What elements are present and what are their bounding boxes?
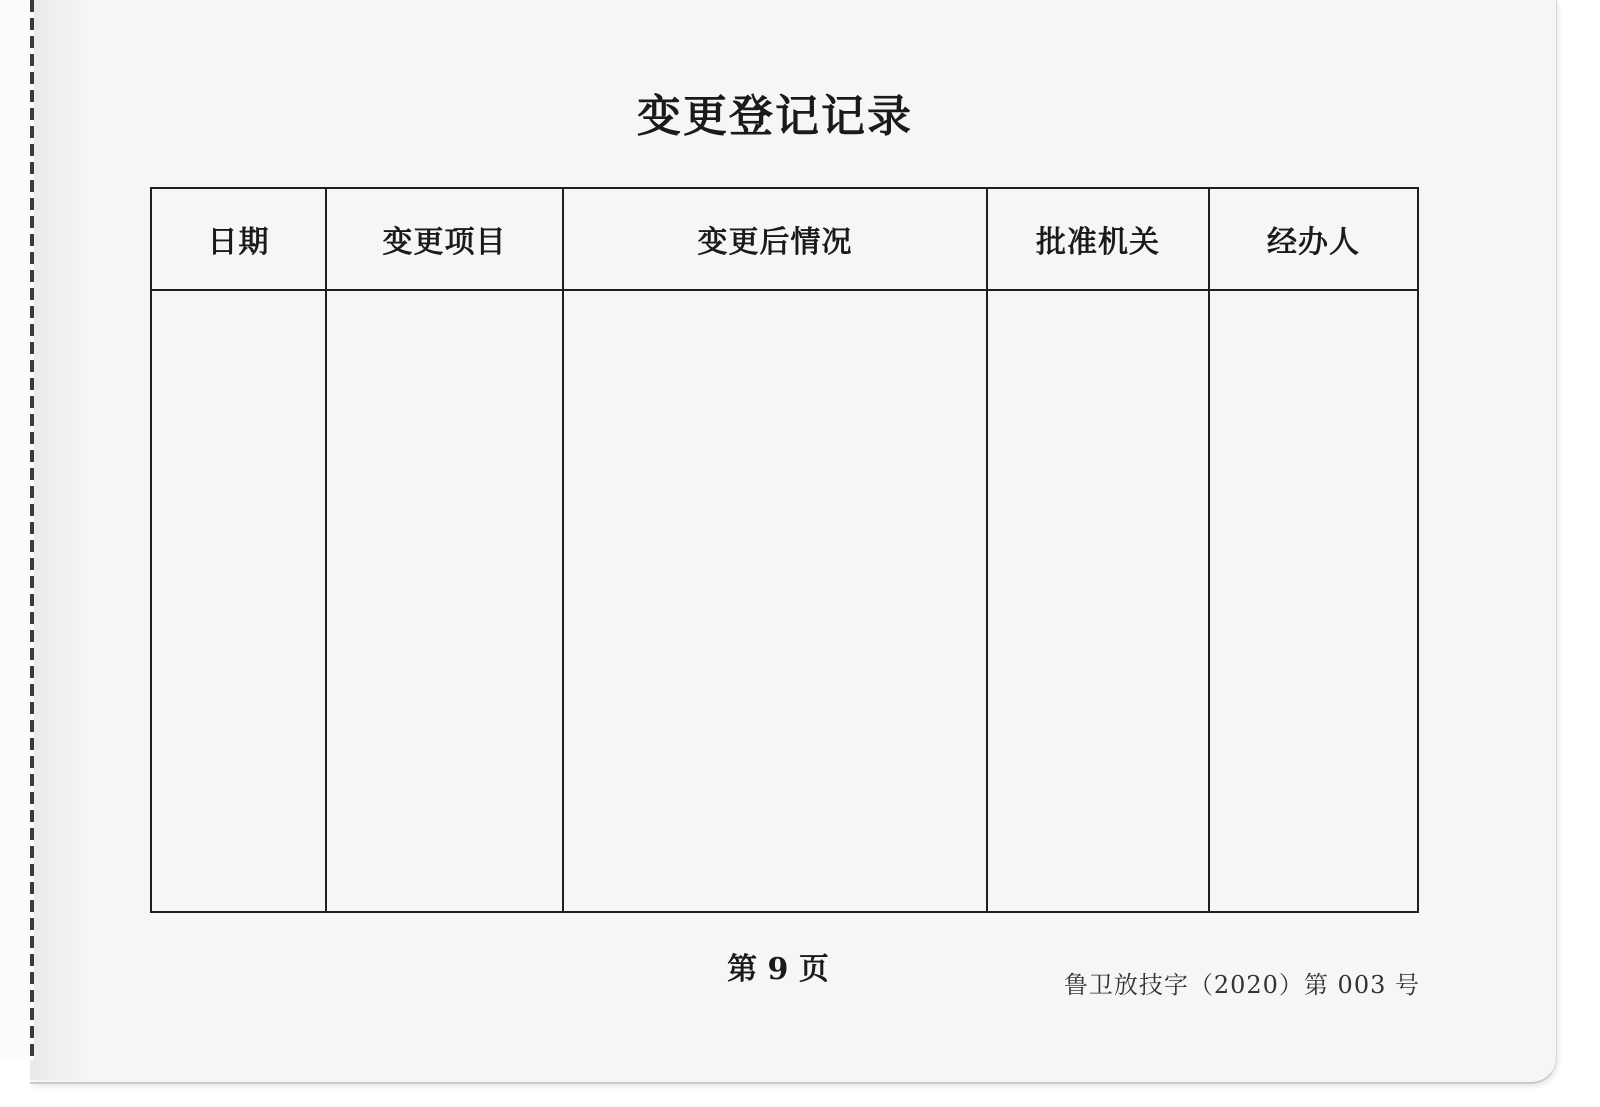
- page-fold-shadow: [30, 0, 90, 1080]
- header-change-item: 变更项目: [326, 188, 563, 290]
- perforated-edge: [30, 0, 34, 1060]
- table-row: [151, 290, 1418, 912]
- cell-after-change: [563, 290, 987, 912]
- page-title-text: 变更登记记录: [637, 91, 913, 142]
- header-handler: 经办人: [1209, 188, 1418, 290]
- change-record-table: [150, 187, 1419, 913]
- table-header-row: [151, 188, 1418, 290]
- header-date: 日期: [151, 188, 326, 290]
- cell-approval-authority: [987, 290, 1209, 912]
- header-after-change: 变更后情况: [563, 188, 987, 290]
- cell-handler: [1209, 290, 1418, 912]
- page-title: [0, 80, 1560, 144]
- cell-change-item: [326, 290, 563, 912]
- document-code: 鲁卫放技字（2020）第 003 号: [1063, 971, 1420, 999]
- cell-date: [151, 290, 326, 912]
- header-approval-authority: 批准机关: [987, 188, 1209, 290]
- booklet-spine: [0, 0, 30, 1060]
- page-number: 第 9 页: [727, 952, 829, 987]
